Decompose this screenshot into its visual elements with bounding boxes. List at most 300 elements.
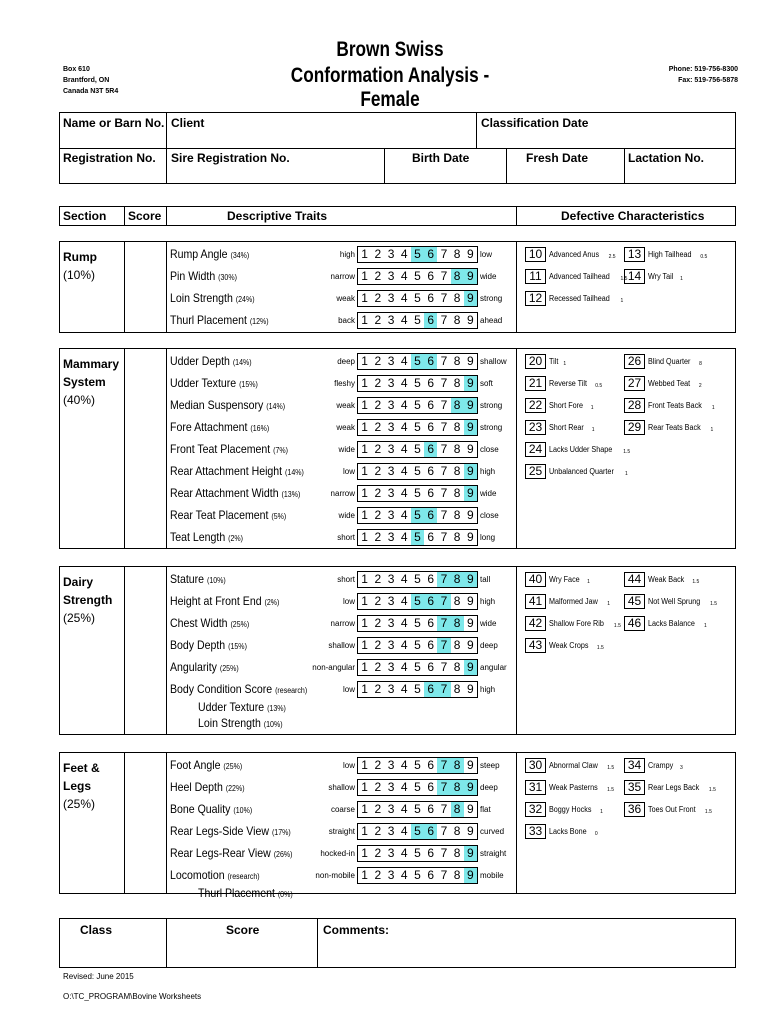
scale-option[interactable]: 3 <box>387 508 395 522</box>
scale-option[interactable]: 1 <box>361 824 368 838</box>
score-scale[interactable] <box>357 779 478 796</box>
scale-option[interactable]: 3 <box>387 682 395 696</box>
scale-option[interactable]: 7 <box>440 420 448 434</box>
defect-code-box[interactable]: 41 <box>525 594 546 609</box>
scale-option[interactable]: 1 <box>361 660 368 674</box>
scale-option[interactable]: 4 <box>400 442 408 456</box>
score-scale[interactable] <box>357 867 478 884</box>
scale-option[interactable]: 4 <box>400 638 408 652</box>
scale-option[interactable]: 1 <box>361 486 368 500</box>
registration-field[interactable]: Registration No. <box>63 151 156 165</box>
scale-option[interactable]: 7 <box>440 247 448 261</box>
scale-option[interactable]: 7 <box>440 398 448 412</box>
scale-option[interactable]: 4 <box>400 758 408 772</box>
scale-option[interactable]: 6 <box>427 269 435 283</box>
scale-option[interactable]: 5 <box>411 508 424 523</box>
scale-option[interactable]: 5 <box>414 660 421 674</box>
scale-option[interactable]: 6 <box>427 398 435 412</box>
scale-option[interactable]: 3 <box>387 291 395 305</box>
scale-option[interactable]: 6 <box>427 868 435 882</box>
scale-option[interactable]: 6 <box>424 824 437 839</box>
scale-option[interactable]: 2 <box>374 758 382 772</box>
score-scale[interactable] <box>357 246 478 263</box>
client-field[interactable]: Client <box>171 116 205 130</box>
scale-option[interactable]: 6 <box>427 802 435 816</box>
scale-option[interactable]: 8 <box>453 291 461 305</box>
scale-option[interactable]: 5 <box>414 572 421 586</box>
scale-option[interactable]: 7 <box>437 758 450 773</box>
scale-option[interactable]: 1 <box>361 616 368 630</box>
scale-option[interactable]: 2 <box>374 464 382 478</box>
section-weight: (25%) <box>63 797 96 811</box>
scale-option[interactable]: 9 <box>467 530 474 544</box>
scale-option[interactable]: 3 <box>387 824 395 838</box>
defect-code-box[interactable]: 10 <box>525 247 546 262</box>
scale-option[interactable]: 8 <box>453 247 461 261</box>
comments-field[interactable]: Comments: <box>323 923 390 937</box>
scale-option[interactable]: 9 <box>467 802 474 816</box>
scale-option[interactable]: 6 <box>424 508 437 523</box>
scale-option[interactable]: 2 <box>374 846 382 860</box>
sire-registration-field[interactable]: Sire Registration No. <box>171 151 290 165</box>
scale-option[interactable]: 1 <box>361 420 368 434</box>
scale-option[interactable]: 7 <box>440 530 448 544</box>
scale-option[interactable]: 7 <box>437 780 450 795</box>
defect-code-box[interactable]: 12 <box>525 291 546 306</box>
scale-option[interactable]: 3 <box>387 464 395 478</box>
scale-option[interactable]: 5 <box>411 824 424 839</box>
score-scale[interactable] <box>357 823 478 840</box>
scale-option[interactable]: 2 <box>374 530 382 544</box>
scale-option[interactable]: 7 <box>440 508 448 522</box>
scale-option[interactable]: 7 <box>437 682 450 697</box>
scale-option[interactable]: 7 <box>440 846 448 860</box>
scale-option[interactable]: 2 <box>374 660 382 674</box>
scale-option[interactable]: 1 <box>361 638 368 652</box>
scale-option[interactable]: 2 <box>374 442 382 456</box>
scale-option[interactable]: 6 <box>427 420 435 434</box>
scale-option[interactable]: 6 <box>424 354 437 369</box>
scale-option[interactable]: 7 <box>440 824 448 838</box>
scale-option[interactable]: 9 <box>464 376 477 391</box>
scale-option[interactable]: 5 <box>411 247 424 262</box>
scale-option[interactable]: 3 <box>387 530 395 544</box>
score-scale[interactable] <box>357 637 478 654</box>
score-scale[interactable] <box>357 615 478 632</box>
scale-option[interactable]: 4 <box>400 682 408 696</box>
defect-code-box[interactable]: 30 <box>525 758 546 773</box>
defect-code-box[interactable]: 46 <box>624 616 645 631</box>
defect-label: Blind Quarter <box>648 357 691 366</box>
score-scale[interactable] <box>357 845 478 862</box>
scale-option[interactable]: 3 <box>387 802 395 816</box>
scale-option[interactable]: 8 <box>451 398 464 413</box>
scale-option[interactable]: 8 <box>453 442 461 456</box>
scale-option[interactable]: 2 <box>374 572 382 586</box>
scale-option[interactable]: 1 <box>361 594 368 608</box>
scale-option[interactable]: 5 <box>414 638 421 652</box>
score-scale[interactable] <box>357 529 478 546</box>
scale-option[interactable]: 8 <box>453 660 461 674</box>
scale-option[interactable]: 8 <box>451 269 464 284</box>
scale-option[interactable]: 9 <box>467 616 474 630</box>
defect-code-box[interactable]: 34 <box>624 758 645 773</box>
scale-option[interactable]: 9 <box>464 291 477 306</box>
score-scale[interactable] <box>357 312 478 329</box>
defect-code-box[interactable]: 40 <box>525 572 546 587</box>
scale-option[interactable]: 1 <box>361 442 368 456</box>
name-or-barn-field[interactable]: Name or Barn No. <box>63 116 165 130</box>
defect-code-box[interactable]: 27 <box>624 376 645 391</box>
scale-high-label: tall <box>480 575 491 584</box>
scale-option[interactable]: 1 <box>361 464 368 478</box>
scale-option[interactable]: 7 <box>440 486 448 500</box>
score-scale[interactable] <box>357 290 478 307</box>
scale-option[interactable]: 5 <box>414 291 421 305</box>
scale-option[interactable]: 2 <box>374 594 382 608</box>
scale-option[interactable]: 8 <box>453 868 461 882</box>
scale-option[interactable]: 3 <box>387 313 395 327</box>
scale-option[interactable]: 7 <box>440 269 448 283</box>
scale-option[interactable]: 2 <box>374 682 382 696</box>
scale-option[interactable]: 3 <box>387 247 395 261</box>
defect-code-box[interactable]: 35 <box>624 780 645 795</box>
score-scale[interactable] <box>357 419 478 436</box>
scale-option[interactable]: 6 <box>427 638 435 652</box>
scale-option[interactable]: 9 <box>464 420 477 435</box>
scale-option[interactable]: 2 <box>374 269 382 283</box>
scale-option[interactable]: 7 <box>440 354 448 368</box>
scale-option[interactable]: 4 <box>400 616 408 630</box>
scale-option[interactable]: 3 <box>387 638 395 652</box>
scale-option[interactable]: 3 <box>387 868 395 882</box>
section-score-cell[interactable] <box>125 567 165 734</box>
scale-option[interactable]: 3 <box>387 354 395 368</box>
scale-option[interactable]: 9 <box>467 354 474 368</box>
scale-option[interactable]: 5 <box>414 486 421 500</box>
scale-option[interactable]: 7 <box>437 638 450 653</box>
score-scale[interactable] <box>357 268 478 285</box>
scale-option[interactable]: 1 <box>361 291 368 305</box>
score-scale[interactable] <box>357 463 478 480</box>
scale-option[interactable]: 5 <box>414 313 421 327</box>
fresh-date-field[interactable]: Fresh Date <box>526 151 589 165</box>
score-scale[interactable] <box>357 681 478 698</box>
scale-option[interactable]: 2 <box>374 868 382 882</box>
scale-option[interactable]: 3 <box>387 780 395 794</box>
scale-option[interactable]: 4 <box>400 780 408 794</box>
scale-option[interactable]: 3 <box>387 420 395 434</box>
section-score-cell[interactable] <box>125 242 165 332</box>
scale-option[interactable]: 8 <box>453 420 461 434</box>
scale-option[interactable]: 6 <box>427 846 435 860</box>
scale-option[interactable]: 6 <box>424 313 437 328</box>
scale-option[interactable]: 6 <box>424 442 437 457</box>
classification-date-field[interactable]: Classification Date <box>481 116 589 130</box>
scale-option[interactable]: 1 <box>361 313 368 327</box>
score-scale[interactable] <box>357 571 478 588</box>
scale-option[interactable]: 6 <box>427 530 435 544</box>
scale-option[interactable]: 3 <box>387 758 395 772</box>
scale-option[interactable]: 2 <box>374 616 382 630</box>
scale-option[interactable]: 2 <box>374 376 382 390</box>
scale-option[interactable]: 6 <box>424 594 437 609</box>
score-scale[interactable] <box>357 593 478 610</box>
scale-option[interactable]: 8 <box>451 758 464 773</box>
scale-option[interactable]: 9 <box>467 758 474 772</box>
scale-option[interactable]: 7 <box>437 594 450 609</box>
scale-option[interactable]: 7 <box>440 464 448 478</box>
score-scale[interactable] <box>357 353 478 370</box>
scale-option[interactable]: 5 <box>411 594 424 609</box>
class-field[interactable]: Class <box>80 923 113 937</box>
defect-code-box[interactable]: 11 <box>525 269 546 284</box>
scale-option[interactable]: 7 <box>440 442 448 456</box>
score-scale[interactable] <box>357 485 478 502</box>
scale-option[interactable]: 3 <box>387 572 395 586</box>
scale-option[interactable]: 8 <box>453 464 461 478</box>
scale-option[interactable]: 1 <box>361 398 368 412</box>
defect-code-box[interactable]: 28 <box>624 398 645 413</box>
scale-option[interactable]: 2 <box>374 291 382 305</box>
scale-option[interactable]: 6 <box>427 758 435 772</box>
scale-option[interactable]: 7 <box>440 376 448 390</box>
scale-option[interactable]: 3 <box>387 376 395 390</box>
defect-code-box[interactable]: 13 <box>624 247 645 262</box>
defect-code-box[interactable]: 32 <box>525 802 546 817</box>
score-scale[interactable] <box>357 375 478 392</box>
scale-option[interactable]: 8 <box>453 376 461 390</box>
scale-option[interactable]: 6 <box>427 291 435 305</box>
scale-option[interactable]: 3 <box>387 846 395 860</box>
scale-option[interactable]: 6 <box>427 464 435 478</box>
scale-option[interactable]: 6 <box>424 682 437 697</box>
scale-option[interactable]: 5 <box>414 464 421 478</box>
scale-option[interactable]: 4 <box>400 594 408 608</box>
scale-option[interactable]: 4 <box>400 846 408 860</box>
scale-option[interactable]: 7 <box>440 313 448 327</box>
scale-option[interactable]: 2 <box>374 508 382 522</box>
score-field[interactable]: Score <box>226 923 260 937</box>
score-scale[interactable] <box>357 801 478 818</box>
scale-option[interactable]: 5 <box>414 442 421 456</box>
scale-option[interactable]: 5 <box>414 846 421 860</box>
scale-option[interactable]: 2 <box>374 247 382 261</box>
birth-date-field[interactable]: Birth Date <box>412 151 470 165</box>
scale-option[interactable]: 4 <box>400 572 408 586</box>
scale-option[interactable]: 9 <box>467 638 474 652</box>
defect-code-box[interactable]: 31 <box>525 780 546 795</box>
scale-option[interactable]: 4 <box>400 313 408 327</box>
scale-option[interactable]: 9 <box>467 594 474 608</box>
scale-option[interactable]: 7 <box>440 291 448 305</box>
scale-option[interactable]: 8 <box>451 616 464 631</box>
scale-option[interactable]: 9 <box>467 824 474 838</box>
scale-option[interactable]: 2 <box>374 313 382 327</box>
scale-option[interactable]: 9 <box>467 442 474 456</box>
defect-code-box[interactable]: 22 <box>525 398 546 413</box>
scale-option[interactable]: 5 <box>414 269 421 283</box>
scale-option[interactable]: 5 <box>414 758 421 772</box>
scale-option[interactable]: 1 <box>361 682 368 696</box>
scale-option[interactable]: 9 <box>464 486 477 501</box>
scale-option[interactable]: 7 <box>437 616 450 631</box>
scale-option[interactable]: 6 <box>427 572 435 586</box>
scale-option[interactable]: 1 <box>361 868 368 882</box>
scale-option[interactable]: 8 <box>453 682 461 696</box>
scale-option[interactable]: 8 <box>453 846 461 860</box>
scale-option[interactable]: 8 <box>453 508 461 522</box>
scale-option[interactable]: 8 <box>453 638 461 652</box>
scale-option[interactable]: 3 <box>387 398 395 412</box>
scale-option[interactable]: 4 <box>400 420 408 434</box>
scale-option[interactable]: 8 <box>453 594 461 608</box>
section-score-cell[interactable] <box>125 753 165 893</box>
score-scale[interactable] <box>357 659 478 676</box>
scale-option[interactable]: 9 <box>464 868 477 883</box>
scale-option[interactable]: 7 <box>440 660 448 674</box>
scale-option[interactable]: 4 <box>400 824 408 838</box>
score-scale[interactable] <box>357 397 478 414</box>
scale-option[interactable]: 3 <box>387 486 395 500</box>
scale-option[interactable]: 3 <box>387 594 395 608</box>
scale-option[interactable]: 8 <box>453 354 461 368</box>
scale-option[interactable]: 4 <box>400 291 408 305</box>
scale-option[interactable]: 3 <box>387 442 395 456</box>
scale-option[interactable]: 2 <box>374 420 382 434</box>
defect-code-box[interactable]: 36 <box>624 802 645 817</box>
defect-code-box[interactable]: 23 <box>525 420 546 435</box>
scale-option[interactable]: 9 <box>464 846 477 861</box>
scale-option[interactable]: 4 <box>400 486 408 500</box>
scale-option[interactable]: 9 <box>467 313 474 327</box>
scale-option[interactable]: 4 <box>400 530 408 544</box>
scale-option[interactable]: 7 <box>437 572 450 587</box>
defect-label: Abnormal Claw <box>549 761 598 770</box>
scale-option[interactable]: 5 <box>414 802 421 816</box>
scale-option[interactable]: 1 <box>361 247 368 261</box>
scale-option[interactable]: 3 <box>387 616 395 630</box>
lactation-field[interactable]: Lactation No. <box>628 151 705 165</box>
scale-option[interactable]: 1 <box>361 758 368 772</box>
scale-option[interactable]: 8 <box>451 780 464 795</box>
defect-code-box[interactable]: 45 <box>624 594 645 609</box>
scale-option[interactable]: 3 <box>387 660 395 674</box>
scale-option[interactable]: 5 <box>411 530 424 545</box>
scale-option[interactable]: 4 <box>400 247 408 261</box>
scale-option[interactable]: 4 <box>400 508 408 522</box>
scale-option[interactable]: 4 <box>400 376 408 390</box>
scale-option[interactable]: 4 <box>400 660 408 674</box>
scale-option[interactable]: 1 <box>361 376 368 390</box>
scale-option[interactable]: 8 <box>451 572 464 587</box>
defect-code-box[interactable]: 29 <box>624 420 645 435</box>
scale-option[interactable]: 8 <box>453 824 461 838</box>
scale-option[interactable]: 6 <box>424 247 437 262</box>
scale-option[interactable]: 4 <box>400 354 408 368</box>
scale-option[interactable]: 2 <box>374 780 382 794</box>
scale-option[interactable]: 2 <box>374 638 382 652</box>
defect-weight: 1.5 <box>613 622 621 629</box>
scale-option[interactable]: 7 <box>440 802 448 816</box>
scale-option[interactable]: 1 <box>361 269 368 283</box>
scale-option[interactable]: 1 <box>361 846 368 860</box>
scale-option[interactable]: 5 <box>414 420 421 434</box>
scale-option[interactable]: 8 <box>453 313 461 327</box>
scale-option[interactable]: 9 <box>464 398 477 413</box>
scale-option[interactable]: 9 <box>464 780 477 795</box>
scale-option[interactable]: 8 <box>453 530 461 544</box>
scale-option[interactable]: 6 <box>427 376 435 390</box>
scale-option[interactable]: 4 <box>400 269 408 283</box>
scale-option[interactable]: 2 <box>374 354 382 368</box>
scale-option[interactable]: 4 <box>400 398 408 412</box>
scale-option[interactable]: 4 <box>400 868 408 882</box>
scale-option[interactable]: 5 <box>411 354 424 369</box>
defect-code-box[interactable]: 21 <box>525 376 546 391</box>
scale-option[interactable]: 9 <box>464 269 477 284</box>
scale-option[interactable]: 4 <box>400 464 408 478</box>
scale-option[interactable]: 2 <box>374 824 382 838</box>
defect-code-box[interactable]: 33 <box>525 824 546 839</box>
score-scale[interactable] <box>357 507 478 524</box>
defect-item <box>624 572 699 587</box>
defect-code-box[interactable]: 44 <box>624 572 645 587</box>
scale-option[interactable]: 5 <box>414 780 421 794</box>
scale-option[interactable]: 6 <box>427 486 435 500</box>
scale-option[interactable]: 3 <box>387 269 395 283</box>
scale-option[interactable]: 8 <box>451 802 464 817</box>
scale-option[interactable]: 6 <box>427 660 435 674</box>
scale-option[interactable]: 1 <box>361 780 368 794</box>
scale-option[interactable]: 9 <box>467 682 474 696</box>
scale-option[interactable]: 9 <box>467 247 474 261</box>
defect-code-box[interactable]: 26 <box>624 354 645 369</box>
defect-code-box[interactable]: 43 <box>525 638 546 653</box>
scale-option[interactable]: 9 <box>467 508 474 522</box>
scale-option[interactable]: 5 <box>414 376 421 390</box>
scale-option[interactable]: 9 <box>464 660 477 675</box>
scale-option[interactable]: 1 <box>361 508 368 522</box>
scale-option[interactable]: 5 <box>414 398 421 412</box>
defect-code-box[interactable]: 42 <box>525 616 546 631</box>
scale-option[interactable]: 2 <box>374 486 382 500</box>
scale-option[interactable]: 2 <box>374 802 382 816</box>
defect-code-box[interactable]: 20 <box>525 354 546 369</box>
scale-option[interactable]: 7 <box>440 868 448 882</box>
defect-code-box[interactable]: 24 <box>525 442 546 457</box>
score-scale[interactable] <box>357 757 478 774</box>
scale-option[interactable]: 5 <box>414 682 421 696</box>
scale-option[interactable]: 9 <box>464 572 477 587</box>
scale-option[interactable]: 9 <box>464 464 477 479</box>
scale-option[interactable]: 1 <box>361 530 368 544</box>
scale-option[interactable]: 1 <box>361 354 368 368</box>
scale-option[interactable]: 8 <box>453 486 461 500</box>
scale-option[interactable]: 1 <box>361 572 368 586</box>
section-score-cell[interactable] <box>125 349 165 548</box>
scale-option[interactable]: 5 <box>414 616 421 630</box>
scale-option[interactable]: 6 <box>427 780 435 794</box>
scale-option[interactable]: 4 <box>400 802 408 816</box>
scale-option[interactable]: 1 <box>361 802 368 816</box>
scale-option[interactable]: 5 <box>414 868 421 882</box>
score-scale[interactable] <box>357 441 478 458</box>
scale-option[interactable]: 6 <box>427 616 435 630</box>
defect-code-box[interactable]: 25 <box>525 464 546 479</box>
defect-code-box[interactable]: 14 <box>624 269 645 284</box>
scale-option[interactable]: 2 <box>374 398 382 412</box>
